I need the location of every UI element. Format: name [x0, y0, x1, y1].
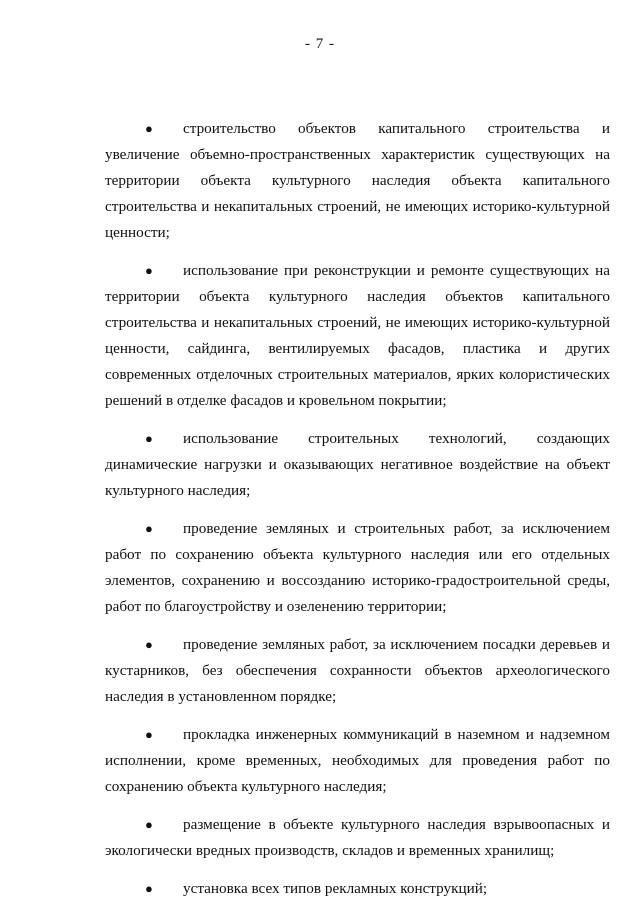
bullet-icon: ● [145, 727, 153, 742]
bullet-icon: ● [145, 521, 153, 536]
bullet-icon: ● [145, 431, 153, 446]
list-item [105, 632, 610, 710]
list-item [105, 812, 610, 864]
list-item [105, 516, 610, 620]
list-item [105, 116, 610, 246]
bullet-list [105, 116, 610, 914]
list-item-text: установка всех типов рекламных конструкций; [183, 880, 488, 897]
list-item-text: проведение земляных и строительных работ, за исключением работ по сохранению объекта культурного наследия или его отдельных элементов, сохранению и воссозданию историко-градостроительной среды, работ по благоустройству и озеленению территории; [105, 520, 610, 615]
list-item-text: проведение земляных работ, за исключением посадки деревьев и кустарников, без обеспечения сохранности объектов археологического наследия в установленном порядке; [105, 636, 610, 705]
list-item [105, 426, 610, 504]
page-number: - 7 - [305, 36, 335, 52]
list-item [105, 258, 610, 414]
bullet-icon: ● [145, 263, 153, 278]
list-item [105, 722, 610, 800]
list-item-text: размещение в объекте культурного наследия взрывоопасных и экологически вредных производств, складов и временных хранилищ; [105, 816, 610, 859]
bullet-icon: ● [145, 817, 153, 832]
list-item-text: использование строительных технологий, создающих динамические нагрузки и оказывающих негативное воздействие на объект культурного наследия; [105, 430, 610, 499]
list-item-text: прокладка инженерных коммуникаций в наземном и надземном исполнении, кроме временных, необходимых для проведения работ по сохранению объекта культурного наследия; [105, 726, 610, 795]
bullet-icon: ● [145, 881, 153, 896]
list-item-text: строительство объектов капитального строительства и увеличение объемно-пространственных характеристик существующих на территории объекта культурного наследия объекта капитального строительства и некапитальных строений, не имеющих историко-культурной ценности; [105, 120, 610, 241]
list-item [105, 876, 610, 902]
bullet-icon: ● [145, 637, 153, 652]
bullet-icon: ● [145, 121, 153, 136]
list-item-text: использование при реконструкции и ремонте существующих на территории объекта культурного наследия объектов капитального строительства и некапитальных строений, не имеющих историко-культурной ценности, сайдинга, вентилируемых фасадов, пластика и других современных отделочных строительных материалов, ярких колористических решений в отделке фасадов и кровельном покрытии; [105, 262, 610, 409]
